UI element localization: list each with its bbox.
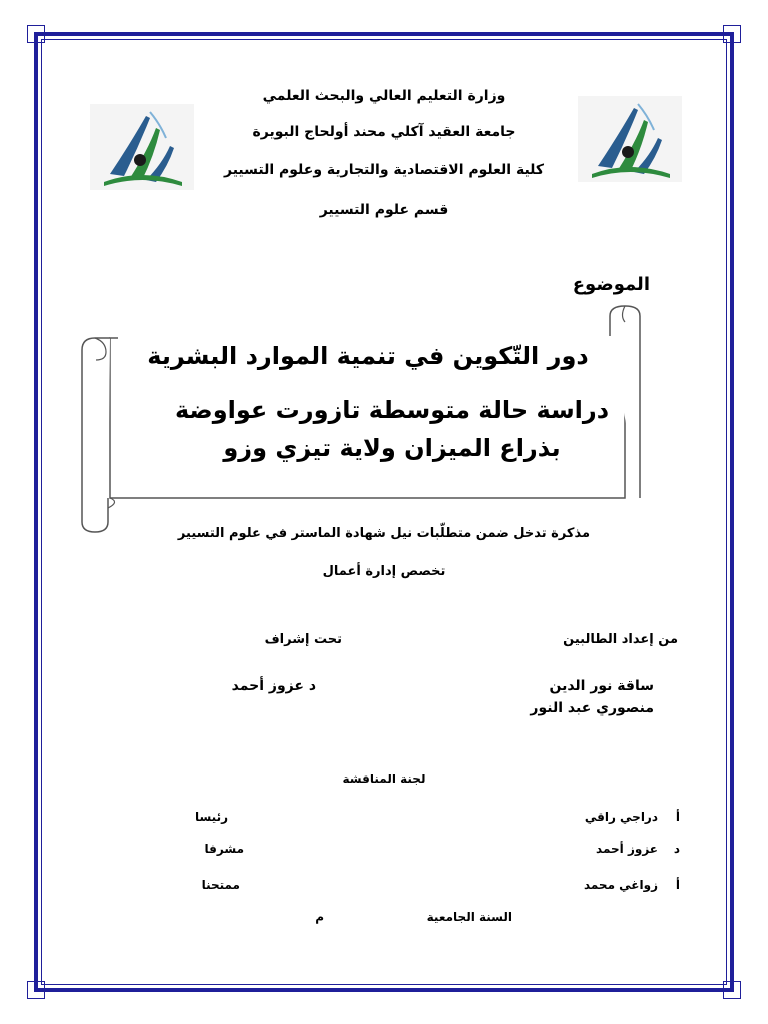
faculty-name: كلية العلوم الاقتصادية والتجارية وعلوم التسيير [223,162,545,178]
committee-member-name: زواغي محمد [583,878,658,892]
committee-member-role: رئيسا [194,810,228,824]
committee-label: لجنة المناقشة [342,772,426,786]
thesis-title-line-2: دراسة حالة متوسطة تازورت عواوضة [166,390,618,430]
committee-member-prefix: د [673,842,680,856]
corner-ornament-top-left [27,25,45,43]
supervisor-label: تحت إشراف [264,632,342,647]
corner-ornament-top-right [723,25,741,43]
academic-year-suffix: م [315,910,324,924]
academic-year-label: السنة الجامعية [426,910,512,924]
committee-member-prefix: أ [675,878,680,892]
students-label: من إعداد الطالبين [563,632,678,647]
committee-member-role: مشرفا [204,842,244,856]
thesis-title-line-3: بذراع الميزان ولاية تيزي وزو [166,430,618,466]
corner-ornament-bottom-left [27,981,45,999]
university-name: جامعة العقيد آكلي محند أولحاج البويرة [252,124,516,140]
student-name-1: ساقة نور الدين [549,678,654,694]
subject-label: الموضوع [572,274,650,295]
supervisor-name: د عزوز أحمد [231,678,316,694]
corner-ornament-bottom-right [723,981,741,999]
department-name: قسم علوم التسيير [319,202,449,218]
committee-member-prefix: أ [675,810,680,824]
committee-member-name: عزوز أحمد [596,842,658,856]
university-logo-icon [90,104,194,190]
university-logo-icon [578,96,682,182]
committee-member-name: دراجي راقي [584,810,658,824]
committee-member-role: ممتحنا [201,878,240,892]
memo-statement: مذكرة تدخل ضمن متطلّبات نيل شهادة الماستر في علوم التسيير [177,526,591,541]
specialty: تخصص إدارة أعمال [322,564,446,579]
student-name-2: منصوري عبد النور [530,700,654,716]
ministry-name: وزارة التعليم العالي والبحث العلمي [262,88,506,104]
thesis-title-line-1: دور التّكوين في تنمية الموارد البشرية [118,336,618,376]
